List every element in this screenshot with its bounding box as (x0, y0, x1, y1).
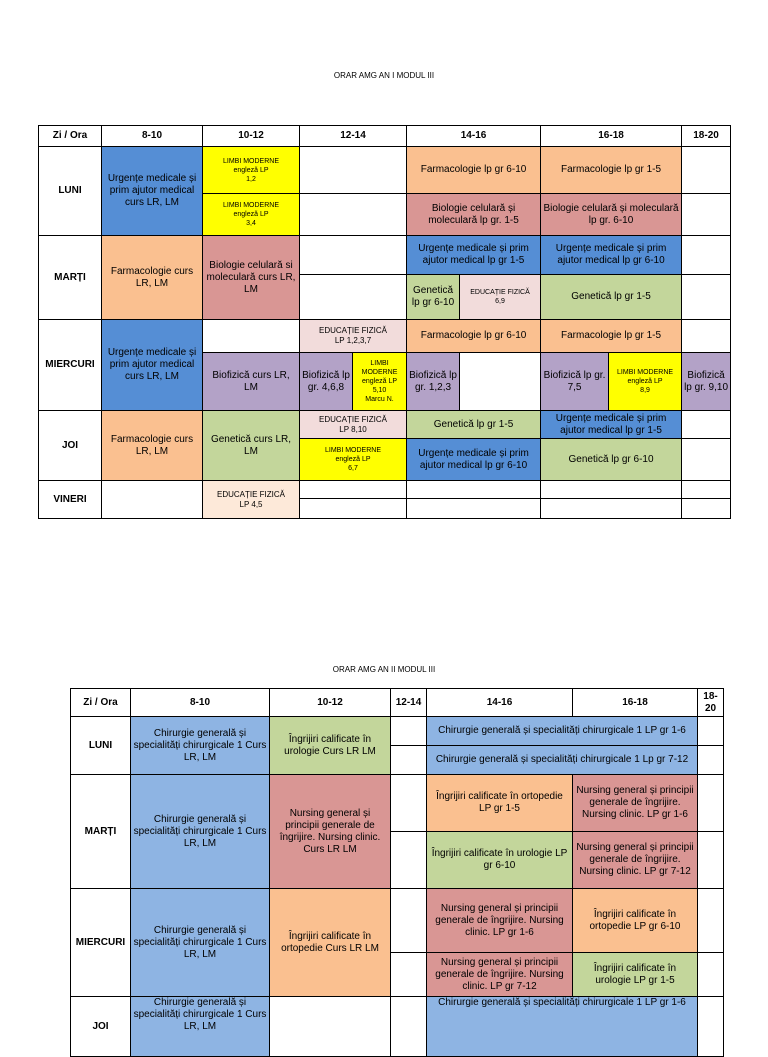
joi-genetica-lp-2: Genetică lp gr 6-10 (541, 439, 682, 481)
empty-cell (391, 953, 427, 997)
joi-urgente-lp-2: Urgențe medicale și prim ajutor medical lp gr 6-10 (407, 439, 541, 481)
miercuri-ortopedie-lp: Îngrijiri calificate în ortopedie LP gr 6-10 (573, 889, 698, 953)
joi-chirurgie-curs: Chirurgie generală și specialități chirurgicale 1 Curs LR, LM (131, 997, 270, 1057)
empty-cell (391, 746, 427, 775)
miercuri-biofizica-lp-4: Biofizică lp gr. 9,10 (682, 353, 731, 411)
day-luni: LUNI (39, 147, 102, 236)
empty-cell (682, 499, 731, 519)
empty-cell (698, 746, 724, 775)
empty-cell (391, 832, 427, 889)
empty-cell (391, 775, 427, 832)
luni-limbi-moderne-2: LIMBI MODERNE engleză LP 3,4 (203, 194, 300, 236)
empty-cell (698, 997, 724, 1057)
empty-cell (698, 832, 724, 889)
header-12-14: 12-14 (391, 689, 427, 717)
empty-cell (698, 775, 724, 832)
miercuri-biofizica-curs: Biofizică curs LR, LM (203, 353, 300, 411)
header-8-10: 8-10 (102, 126, 203, 147)
header-16-18: 16-18 (573, 689, 698, 717)
header-10-12: 10-12 (270, 689, 391, 717)
joi-genetica-curs: Genetică curs LR, LM (203, 411, 300, 481)
luni-biologie-lp-1: Biologie celulară și moleculară lp gr. 1-5 (407, 194, 541, 236)
empty-cell (300, 194, 407, 236)
joi-farmacologie-curs: Farmacologie curs LR, LM (102, 411, 203, 481)
header-zi-ora: Zi / Ora (39, 126, 102, 147)
empty-cell (270, 997, 391, 1057)
empty-cell (682, 236, 731, 275)
miercuri-limbi-moderne: LIMBI MODERNE engleză LP 5,10 Marcu N. (353, 353, 407, 411)
schedule-2-title: ORAR AMG AN II MODUL III (332, 665, 436, 674)
empty-cell (682, 275, 731, 320)
marti-urologie-lp: Îngrijiri calificate în urologie LP gr 6-10 (427, 832, 573, 889)
empty-cell (300, 275, 407, 320)
luni-chirurgie-lp-2: Chirurgie generală și specialități chirurgicale 1 Lp gr 7-12 (427, 746, 698, 775)
empty-cell (102, 481, 203, 519)
marti-genetica-lp-2: Genetică lp gr 1-5 (541, 275, 682, 320)
joi-urgente-lp-1: Urgențe medicale și prim ajutor medical lp gr 1-5 (541, 411, 682, 439)
empty-cell (300, 499, 407, 519)
miercuri-limbi-moderne-2: LIMBI MODERNE engleză LP 8,9 (609, 353, 682, 411)
empty-cell (682, 411, 731, 439)
empty-cell (682, 481, 731, 499)
luni-farmacologie-lp-1: Farmacologie lp gr 6-10 (407, 147, 541, 194)
marti-nursing-lp-1: Nursing general și principii generale de îngrijire. Nursing clinic. LP gr 1-6 (573, 775, 698, 832)
miercuri-urologie-lp: Îngrijiri calificate în urologie LP gr 1-5 (573, 953, 698, 997)
marti-farmacologie-curs: Farmacologie curs LR, LM (102, 236, 203, 320)
empty-cell (391, 997, 427, 1057)
empty-cell (391, 889, 427, 953)
marti-urgente-lp-1: Urgențe medicale și prim ajutor medical lp gr 1-5 (407, 236, 541, 275)
miercuri-nursing-lp-1: Nursing general și principii generale de îngrijire. Nursing clinic. LP gr 1-6 (427, 889, 573, 953)
empty-cell (541, 499, 682, 519)
day-marti: MARȚI (71, 775, 131, 889)
empty-cell (682, 194, 731, 236)
miercuri-chirurgie-curs: Chirurgie generală și specialități chirurgicale 1 Curs LR, LM (131, 889, 270, 997)
luni-urologie-curs: Îngrijiri calificate în urologie Curs LR LM (270, 717, 391, 775)
luni-farmacologie-lp-2: Farmacologie lp gr 1-5 (541, 147, 682, 194)
marti-genetica-lp-1: Genetică lp gr 6-10 (407, 275, 460, 320)
empty-cell (407, 499, 541, 519)
empty-cell (682, 320, 731, 353)
empty-cell (682, 147, 731, 194)
empty-cell (391, 717, 427, 746)
empty-cell (203, 320, 300, 353)
empty-cell (407, 481, 541, 499)
miercuri-biofizica-lp-1: Biofizică lp gr. 4,6,8 (300, 353, 353, 411)
empty-cell (541, 481, 682, 499)
header-16-18: 16-18 (541, 126, 682, 147)
day-marti: MARȚI (39, 236, 102, 320)
joi-chirurgie-lp-1: Chirurgie generală și specialități chirurgicale 1 LP gr 1-6 (427, 997, 698, 1057)
miercuri-farmacologie-lp-2: Farmacologie lp gr 1-5 (541, 320, 682, 353)
header-zi-ora: Zi / Ora (71, 689, 131, 717)
marti-nursing-curs: Nursing general și principii generale de îngrijire. Nursing clinic. Curs LR LM (270, 775, 391, 889)
luni-biologie-lp-2: Biologie celulară și moleculară lp gr. 6-10 (541, 194, 682, 236)
luni-limbi-moderne-1: LIMBI MODERNE engleză LP 1,2 (203, 147, 300, 194)
header-18-20: 18-20 (698, 689, 724, 717)
marti-nursing-lp-2: Nursing general și principii generale de îngrijire. Nursing clinic. LP gr 7-12 (573, 832, 698, 889)
miercuri-farmacologie-lp-1: Farmacologie lp gr 6-10 (407, 320, 541, 353)
miercuri-nursing-lp-2: Nursing general și principii generale de îngrijire. Nursing clinic. LP gr 7-12 (427, 953, 573, 997)
header-12-14: 12-14 (300, 126, 407, 147)
day-luni: LUNI (71, 717, 131, 775)
empty-cell (698, 889, 724, 953)
empty-cell (698, 953, 724, 997)
header-10-12: 10-12 (203, 126, 300, 147)
header-14-16: 14-16 (407, 126, 541, 147)
empty-cell (300, 481, 407, 499)
header-8-10: 8-10 (131, 689, 270, 717)
vineri-educatie-fizica: EDUCAȚIE FIZICĂ LP 4,5 (203, 481, 300, 519)
luni-chirurgie-lp-1: Chirurgie generală și specialități chirurgicale 1 LP gr 1-6 (427, 717, 698, 746)
empty-cell (682, 439, 731, 481)
empty-cell (460, 353, 541, 411)
marti-chirurgie-curs: Chirurgie generală și specialități chirurgicale 1 Curs LR, LM (131, 775, 270, 889)
miercuri-biofizica-lp-3: Biofizică lp gr. 7,5 (541, 353, 609, 411)
header-14-16: 14-16 (427, 689, 573, 717)
day-vineri: VINERI (39, 481, 102, 519)
joi-educatie-fizica: EDUCAȚIE FIZICĂ LP 8,10 (300, 411, 407, 439)
day-miercuri: MIERCURI (71, 889, 131, 997)
luni-urgente-curs: Urgențe medicale și prim ajutor medical curs LR, LM (102, 147, 203, 236)
joi-limbi-moderne: LIMBI MODERNE engleză LP 6,7 (300, 439, 407, 481)
empty-cell (300, 236, 407, 275)
marti-biologie-curs: Biologie celulară si moleculară curs LR, LM (203, 236, 300, 320)
miercuri-biofizica-lp-2: Biofizică lp gr. 1,2,3 (407, 353, 460, 411)
day-miercuri: MIERCURI (39, 320, 102, 411)
schedule-2-table (70, 688, 724, 1057)
schedule-1-table (38, 125, 731, 519)
schedule-1-title: ORAR AMG AN I MODUL III (333, 71, 435, 80)
marti-urgente-lp-2: Urgențe medicale și prim ajutor medical lp gr 6-10 (541, 236, 682, 275)
empty-cell (300, 147, 407, 194)
miercuri-urgente-curs: Urgențe medicale și prim ajutor medical curs LR, LM (102, 320, 203, 411)
miercuri-ortopedie-curs: Îngrijiri calificate în ortopedie Curs LR LM (270, 889, 391, 997)
day-joi: JOI (39, 411, 102, 481)
marti-ortopedie-lp: Îngrijiri calificate în ortopedie LP gr 1-5 (427, 775, 573, 832)
header-18-20: 18-20 (682, 126, 731, 147)
marti-educatie-fizica: EDUCAȚIE FIZICĂ 6,9 (460, 275, 541, 320)
miercuri-educatie-fizica: EDUCAȚIE FIZICĂ LP 1,2,3,7 (300, 320, 407, 353)
empty-cell (698, 717, 724, 746)
luni-chirurgie-curs: Chirurgie generală și specialități chirurgicale 1 Curs LR, LM (131, 717, 270, 775)
day-joi: JOI (71, 997, 131, 1057)
joi-genetica-lp-1: Genetică lp gr 1-5 (407, 411, 541, 439)
